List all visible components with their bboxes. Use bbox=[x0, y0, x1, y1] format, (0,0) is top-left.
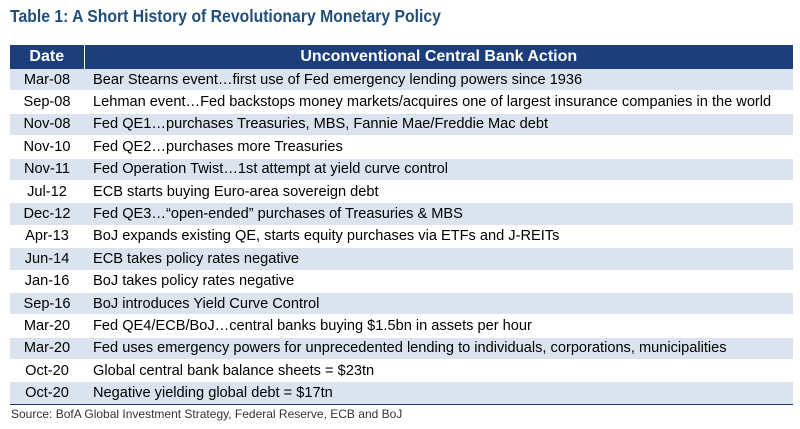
row-date: Oct-20 bbox=[10, 360, 84, 382]
row-action: Negative yielding global debt = $17tn bbox=[84, 382, 793, 404]
table-row bbox=[10, 360, 793, 382]
row-date: Oct-20 bbox=[10, 382, 84, 404]
table-row bbox=[10, 270, 793, 292]
row-date: Jun-14 bbox=[10, 248, 84, 270]
table-row bbox=[10, 315, 793, 337]
row-date: Nov-08 bbox=[10, 113, 84, 135]
table-row bbox=[10, 113, 793, 135]
row-action: Fed QE1…purchases Treasuries, MBS, Fannie Mae/Freddie Mac debt bbox=[84, 113, 793, 135]
column-header-date: Date bbox=[10, 45, 84, 69]
table-row bbox=[10, 382, 793, 404]
table-row bbox=[10, 180, 793, 202]
table-row bbox=[10, 203, 793, 225]
policy-history-table bbox=[10, 45, 793, 405]
row-action: ECB starts buying Euro-area sovereign debt bbox=[84, 180, 793, 202]
table-row bbox=[10, 248, 793, 270]
table-row bbox=[10, 158, 793, 180]
table-row bbox=[10, 292, 793, 314]
row-action: BoJ introduces Yield Curve Control bbox=[84, 292, 793, 314]
row-action: Bear Stearns event…first use of Fed emergency lending powers since 1936 bbox=[84, 69, 793, 91]
table-row bbox=[10, 136, 793, 158]
row-date: Sep-08 bbox=[10, 91, 84, 113]
row-date: Nov-10 bbox=[10, 136, 84, 158]
row-action: Lehman event…Fed backstops money markets/acquires one of largest insurance companies in the world bbox=[84, 91, 793, 113]
table-title: Table 1: A Short History of Revolutionary Monetary Policy bbox=[10, 6, 441, 26]
row-action: Fed QE2…purchases more Treasuries bbox=[84, 136, 793, 158]
row-date: Mar-08 bbox=[10, 69, 84, 91]
source-note: Source: BofA Global Investment Strategy, Federal Reserve, ECB and BoJ bbox=[11, 407, 403, 421]
row-action: Fed QE4/ECB/BoJ…central banks buying $1.5bn in assets per hour bbox=[84, 315, 793, 337]
row-action: Fed uses emergency powers for unprecedented lending to individuals, corporations, municipalities bbox=[84, 337, 793, 359]
table-row bbox=[10, 91, 793, 113]
row-date: Jul-12 bbox=[10, 180, 84, 202]
row-date: Mar-20 bbox=[10, 337, 84, 359]
table-row bbox=[10, 337, 793, 359]
table-row bbox=[10, 69, 793, 91]
row-date: Jan-16 bbox=[10, 270, 84, 292]
row-date: Dec-12 bbox=[10, 203, 84, 225]
column-header-action: Unconventional Central Bank Action bbox=[84, 45, 793, 69]
row-action: Global central bank balance sheets = $23tn bbox=[84, 360, 793, 382]
row-action: Fed QE3…“open-ended” purchases of Treasuries & MBS bbox=[84, 203, 793, 225]
table-row bbox=[10, 225, 793, 247]
row-action: ECB takes policy rates negative bbox=[84, 248, 793, 270]
row-date: Nov-11 bbox=[10, 158, 84, 180]
row-action: BoJ takes policy rates negative bbox=[84, 270, 793, 292]
row-action: Fed Operation Twist…1st attempt at yield curve control bbox=[84, 158, 793, 180]
table-header-row bbox=[10, 45, 793, 69]
row-date: Sep-16 bbox=[10, 292, 84, 314]
row-action: BoJ expands existing QE, starts equity purchases via ETFs and J-REITs bbox=[84, 225, 793, 247]
row-date: Apr-13 bbox=[10, 225, 84, 247]
row-date: Mar-20 bbox=[10, 315, 84, 337]
